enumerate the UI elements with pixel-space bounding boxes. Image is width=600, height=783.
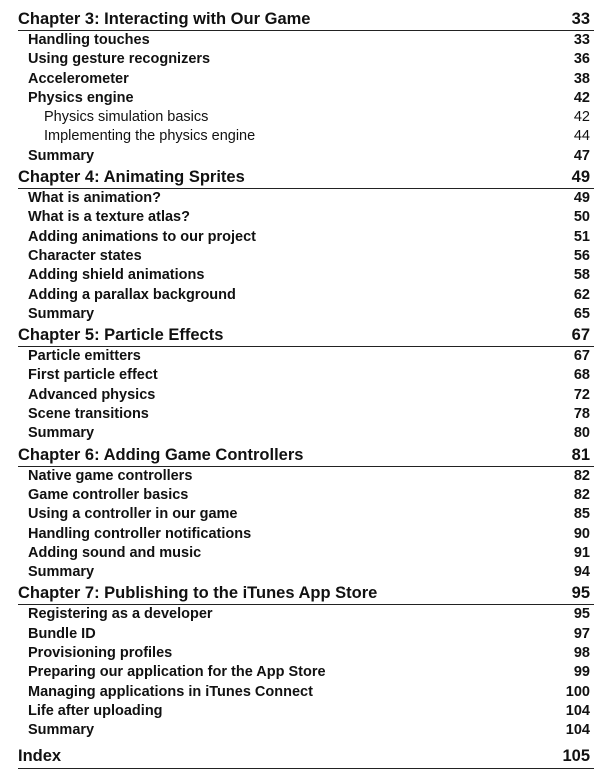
entry-title: Adding animations to our project <box>28 228 256 245</box>
entry-page-number: 95 <box>573 606 590 623</box>
toc-entry[interactable] <box>18 189 594 208</box>
toc-entry[interactable] <box>18 89 594 108</box>
entry-page-number: 58 <box>573 267 590 284</box>
toc-chapter-heading[interactable] <box>18 582 594 605</box>
toc-entry[interactable] <box>18 208 594 227</box>
entry-page-number: 90 <box>573 525 590 542</box>
toc-chapter-heading[interactable] <box>18 324 594 347</box>
entry-page-number: 72 <box>573 386 590 403</box>
entry-page-number: 78 <box>573 406 590 423</box>
entry-title: Adding sound and music <box>28 544 202 561</box>
entry-title: Adding a parallax background <box>28 286 236 303</box>
chapter-title: Chapter 4: Animating Sprites <box>18 168 245 187</box>
entry-title: Summary <box>28 147 95 164</box>
toc-entry[interactable] <box>18 386 594 405</box>
toc-entry[interactable] <box>18 424 594 443</box>
toc-entry[interactable] <box>18 305 594 324</box>
toc-entry[interactable] <box>18 544 594 563</box>
entry-page-number: 82 <box>573 486 590 503</box>
entry-page-number: 33 <box>573 32 590 48</box>
toc-subentry[interactable] <box>18 127 594 146</box>
entry-page-number: 82 <box>573 467 590 484</box>
toc-entry[interactable] <box>18 683 594 702</box>
entry-page-number: 104 <box>565 702 590 719</box>
entry-page-number: 38 <box>573 70 590 87</box>
toc-entry[interactable] <box>18 467 594 486</box>
chapter-page-number: 33 <box>571 10 590 28</box>
entry-page-number: 51 <box>573 228 590 245</box>
toc-entry[interactable] <box>18 486 594 505</box>
entry-title: Managing applications in iTunes Connect <box>28 683 313 700</box>
entry-page-number: 42 <box>573 109 590 126</box>
entry-page-number: 91 <box>573 544 590 561</box>
toc-index-heading[interactable] <box>18 743 594 769</box>
toc-entry[interactable] <box>18 247 594 266</box>
entry-title: Accelerometer <box>28 70 129 87</box>
entry-title: Summary <box>28 722 95 739</box>
toc-entry[interactable] <box>18 605 594 624</box>
entry-title: Particle emitters <box>28 348 141 365</box>
entry-title: Provisioning profiles <box>28 645 173 662</box>
entry-page-number: 56 <box>573 247 590 264</box>
entry-title: Advanced physics <box>28 386 156 403</box>
entry-page-number: 50 <box>573 209 590 226</box>
chapter-page-number: 49 <box>571 168 590 187</box>
entry-title: Summary <box>28 305 95 322</box>
entry-page-number: 62 <box>573 286 590 303</box>
entry-title: Summary <box>28 564 95 581</box>
toc-entry[interactable] <box>18 50 594 69</box>
toc-chapter-heading[interactable] <box>18 444 594 467</box>
toc-entry[interactable] <box>18 286 594 305</box>
entry-title: Using gesture recognizers <box>28 51 211 68</box>
entry-title: Game controller basics <box>28 486 189 503</box>
chapter-title: Chapter 5: Particle Effects <box>18 326 224 345</box>
toc-entry[interactable] <box>18 721 594 740</box>
toc-entry[interactable] <box>18 266 594 285</box>
toc-entry[interactable] <box>18 663 594 682</box>
index-page-number: 105 <box>562 746 590 765</box>
entry-title: Summary <box>28 425 95 442</box>
entry-title: Using a controller in our game <box>28 506 238 523</box>
entry-page-number: 100 <box>565 683 590 700</box>
toc-entry[interactable] <box>18 347 594 366</box>
entry-page-number: 47 <box>573 147 590 164</box>
toc-entry[interactable] <box>18 563 594 582</box>
index-title: Index <box>18 746 62 765</box>
entry-title: Life after uploading <box>28 702 163 719</box>
chapter-title: Chapter 3: Interacting with Our Game <box>18 10 311 28</box>
chapter-page-number: 67 <box>571 326 590 345</box>
toc-entry[interactable] <box>18 31 594 50</box>
entry-page-number: 67 <box>573 348 590 365</box>
entry-title: Native game controllers <box>28 467 193 484</box>
toc-subentry[interactable] <box>18 108 594 127</box>
entry-page-number: 44 <box>573 128 590 145</box>
entry-title: Preparing our application for the App Store <box>28 664 326 681</box>
entry-page-number: 49 <box>573 190 590 207</box>
toc-entry[interactable] <box>18 702 594 721</box>
toc-entry[interactable] <box>18 625 594 644</box>
chapter-title: Chapter 6: Adding Game Controllers <box>18 445 304 464</box>
entry-title: Adding shield animations <box>28 267 205 284</box>
entry-page-number: 85 <box>573 506 590 523</box>
entry-title: Implementing the physics engine <box>44 128 256 145</box>
entry-page-number: 99 <box>573 664 590 681</box>
entry-title: Handling controller notifications <box>28 525 252 542</box>
toc-entry[interactable] <box>18 366 594 385</box>
toc-entry[interactable] <box>18 147 594 166</box>
chapter-title: Chapter 7: Publishing to the iTunes App Store <box>18 584 378 603</box>
toc-entry[interactable] <box>18 644 594 663</box>
chapter-page-number: 81 <box>571 445 590 464</box>
toc-chapter-heading[interactable] <box>18 166 594 189</box>
chapter-page-number: 95 <box>571 584 590 603</box>
entry-title: First particle effect <box>28 367 158 384</box>
entry-title: What is animation? <box>28 190 161 207</box>
toc-entry[interactable] <box>18 525 594 544</box>
entry-title: What is a texture atlas? <box>28 209 190 226</box>
toc-chapter-heading[interactable] <box>18 8 594 31</box>
entry-page-number: 104 <box>565 722 590 739</box>
entry-page-number: 97 <box>573 625 590 642</box>
entry-page-number: 36 <box>573 51 590 68</box>
entry-title: Scene transitions <box>28 406 149 423</box>
toc-entry[interactable] <box>18 70 594 89</box>
toc-entry[interactable] <box>18 505 594 524</box>
toc-entry[interactable] <box>18 405 594 424</box>
entry-title: Physics simulation basics <box>44 109 209 126</box>
entry-title: Handling touches <box>28 32 150 48</box>
entry-title: Registering as a developer <box>28 606 213 623</box>
entry-page-number: 65 <box>573 305 590 322</box>
entry-title: Physics engine <box>28 89 134 106</box>
entry-page-number: 68 <box>573 367 590 384</box>
entry-page-number: 98 <box>573 645 590 662</box>
entry-page-number: 42 <box>573 89 590 106</box>
entry-page-number: 94 <box>573 564 590 581</box>
toc-entry[interactable] <box>18 228 594 247</box>
entry-title: Bundle ID <box>28 625 96 642</box>
entry-title: Character states <box>28 247 142 264</box>
entry-page-number: 80 <box>573 425 590 442</box>
